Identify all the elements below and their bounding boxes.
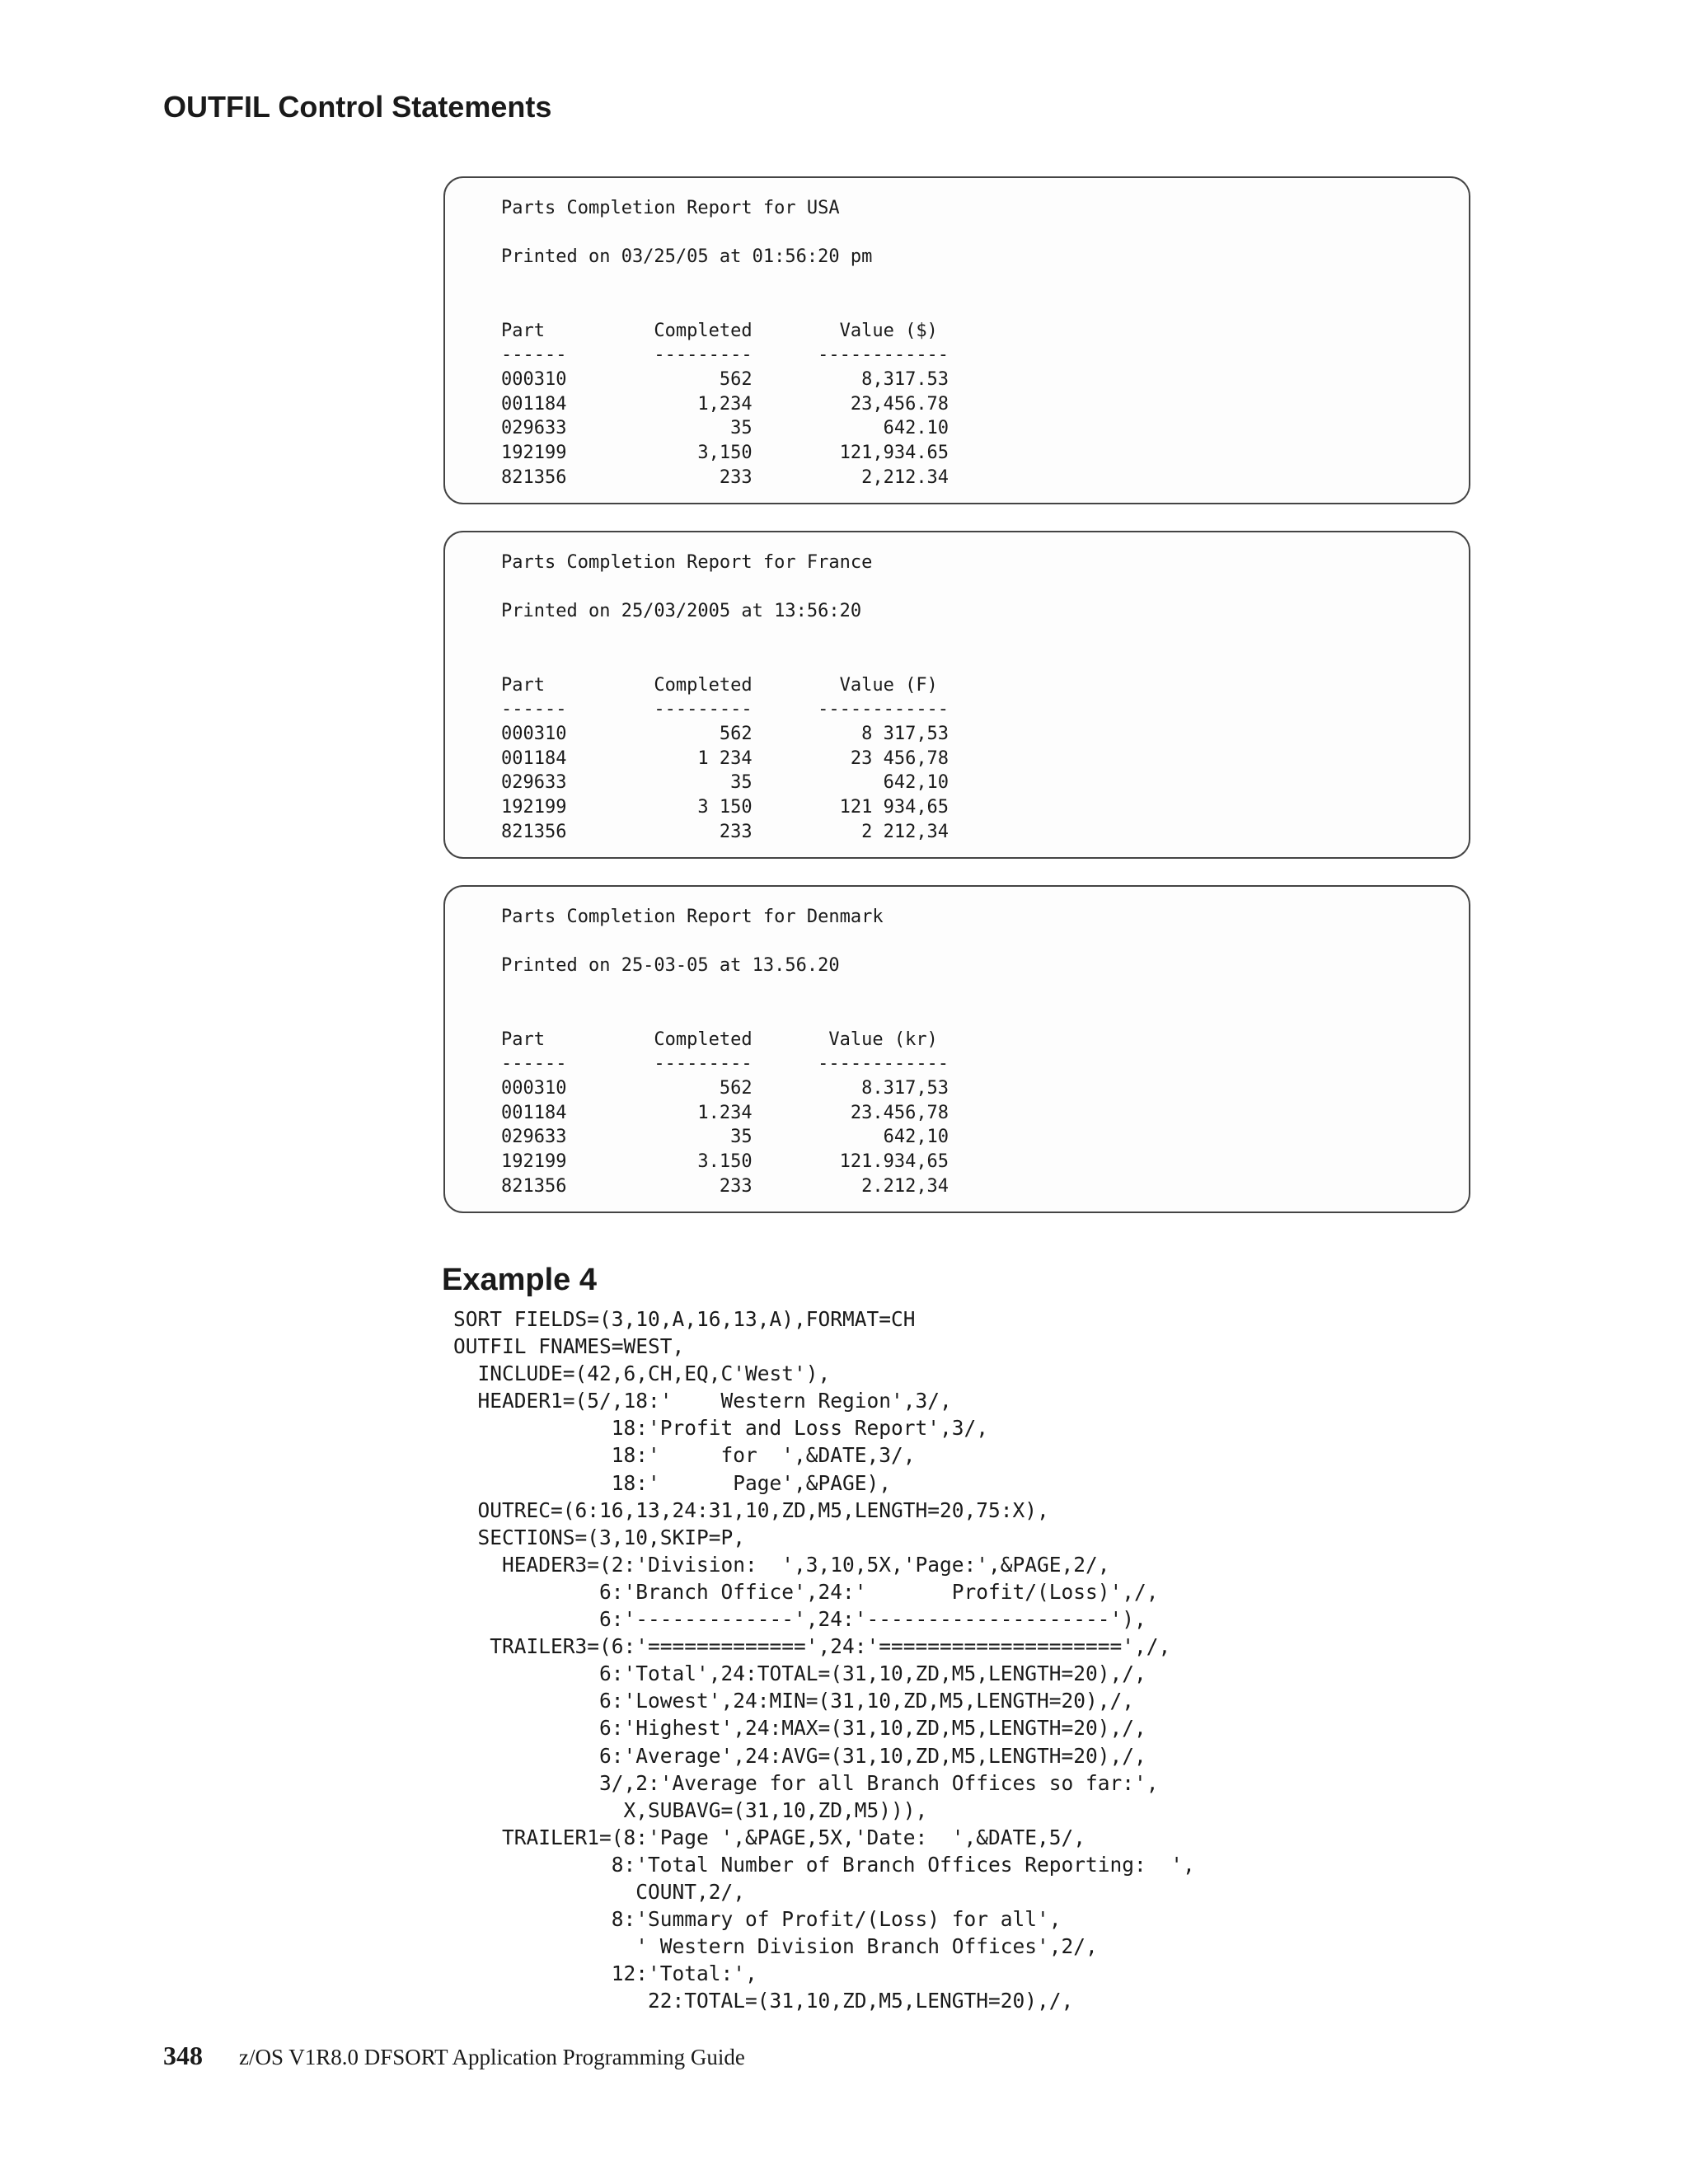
page-number: 348 xyxy=(163,2041,203,2070)
report-text-france: Parts Completion Report for France Printed on 25/03/2005 at 13:56:20 Part Completed Value (F) ------ --------- ------------ 000310 562 8 317,53 001184 1 234 23 456,78 029633 35 642,10 192199 3 150 121 934,65 821356 233 2 212,34 xyxy=(501,552,950,842)
report-text-usa: Parts Completion Report for USA Printed on 03/25/05 at 01:56:20 pm Part Completed Value ($) ------ --------- ------------ 000310 562 8,317.53 001184 1,234 23,456.78 029633 35 642.10 192199 3,150 121,934.65 821356 233 2,212.34 xyxy=(501,198,950,488)
report-text-denmark: Parts Completion Report for Denmark Printed on 25-03-05 at 13.56.20 Part Completed Value (kr) ------ --------- ------------ 000310 562 8.317,53 001184 1.234 23.456,78 029633 35 642,10 192199 3.150 121.934,65 821356 233 2.212,34 xyxy=(501,907,950,1197)
section-title: OUTFIL Control Statements xyxy=(163,90,552,124)
report-box-usa xyxy=(443,176,1470,504)
report-box-france xyxy=(443,531,1470,859)
report-box-denmark xyxy=(443,885,1470,1213)
code-listing: SORT FIELDS=(3,10,A,16,13,A),FORMAT=CH OUTFIL FNAMES=WEST, INCLUDE=(42,6,CH,EQ,C'West'), HEADER1=(5/,18:' Western Region',3/, 18:'Profit and Loss Report',3/, 18:' for ',&DATE,3/, 18:' Page',&PAGE), OUTREC=(6:16,13,24:31,10,ZD,M5,LENGTH=20,75:X), SECTIONS=(3,10,SKIP=P, HEADER3=(2:'Division: ',3,10,5X,'Page:',&PAGE,2/, 6:'Branch Office',24:' Profit/(Loss)',/, 6:'-------------',24:'--------------------'), TRAILER3=(6:'=============',24:'====================',/, 6:'Total',24:TOTAL=(31,10,ZD,M5,LENGTH=20),/, 6:'Lowest',24:MIN=(31,10,ZD,M5,LENGTH=20),/, 6:'Highest',24:MAX=(31,10,ZD,M5,LENGTH=20),/, 6:'Average',24:AVG=(31,10,ZD,M5,LENGTH=20),/, 3/,2:'Average for all Branch Offices so far:', X,SUBAVG=(31,10,ZD,M5))), TRAILER1=(8:'Page ',&PAGE,5X,'Date: ',&DATE,5/, 8:'Total Number of Branch Offices Reporting: ', COUNT,2/, 8:'Summary of Profit/(Loss) for all', ' Western Division Branch Offices',2/, 12:'Total:', 22:TOTAL=(31,10,ZD,M5,LENGTH=20),/, xyxy=(453,1307,1195,2013)
document-name: z/OS V1R8.0 DFSORT Application Programming Guide xyxy=(239,2045,745,2069)
example-heading: Example 4 xyxy=(442,1263,597,1297)
